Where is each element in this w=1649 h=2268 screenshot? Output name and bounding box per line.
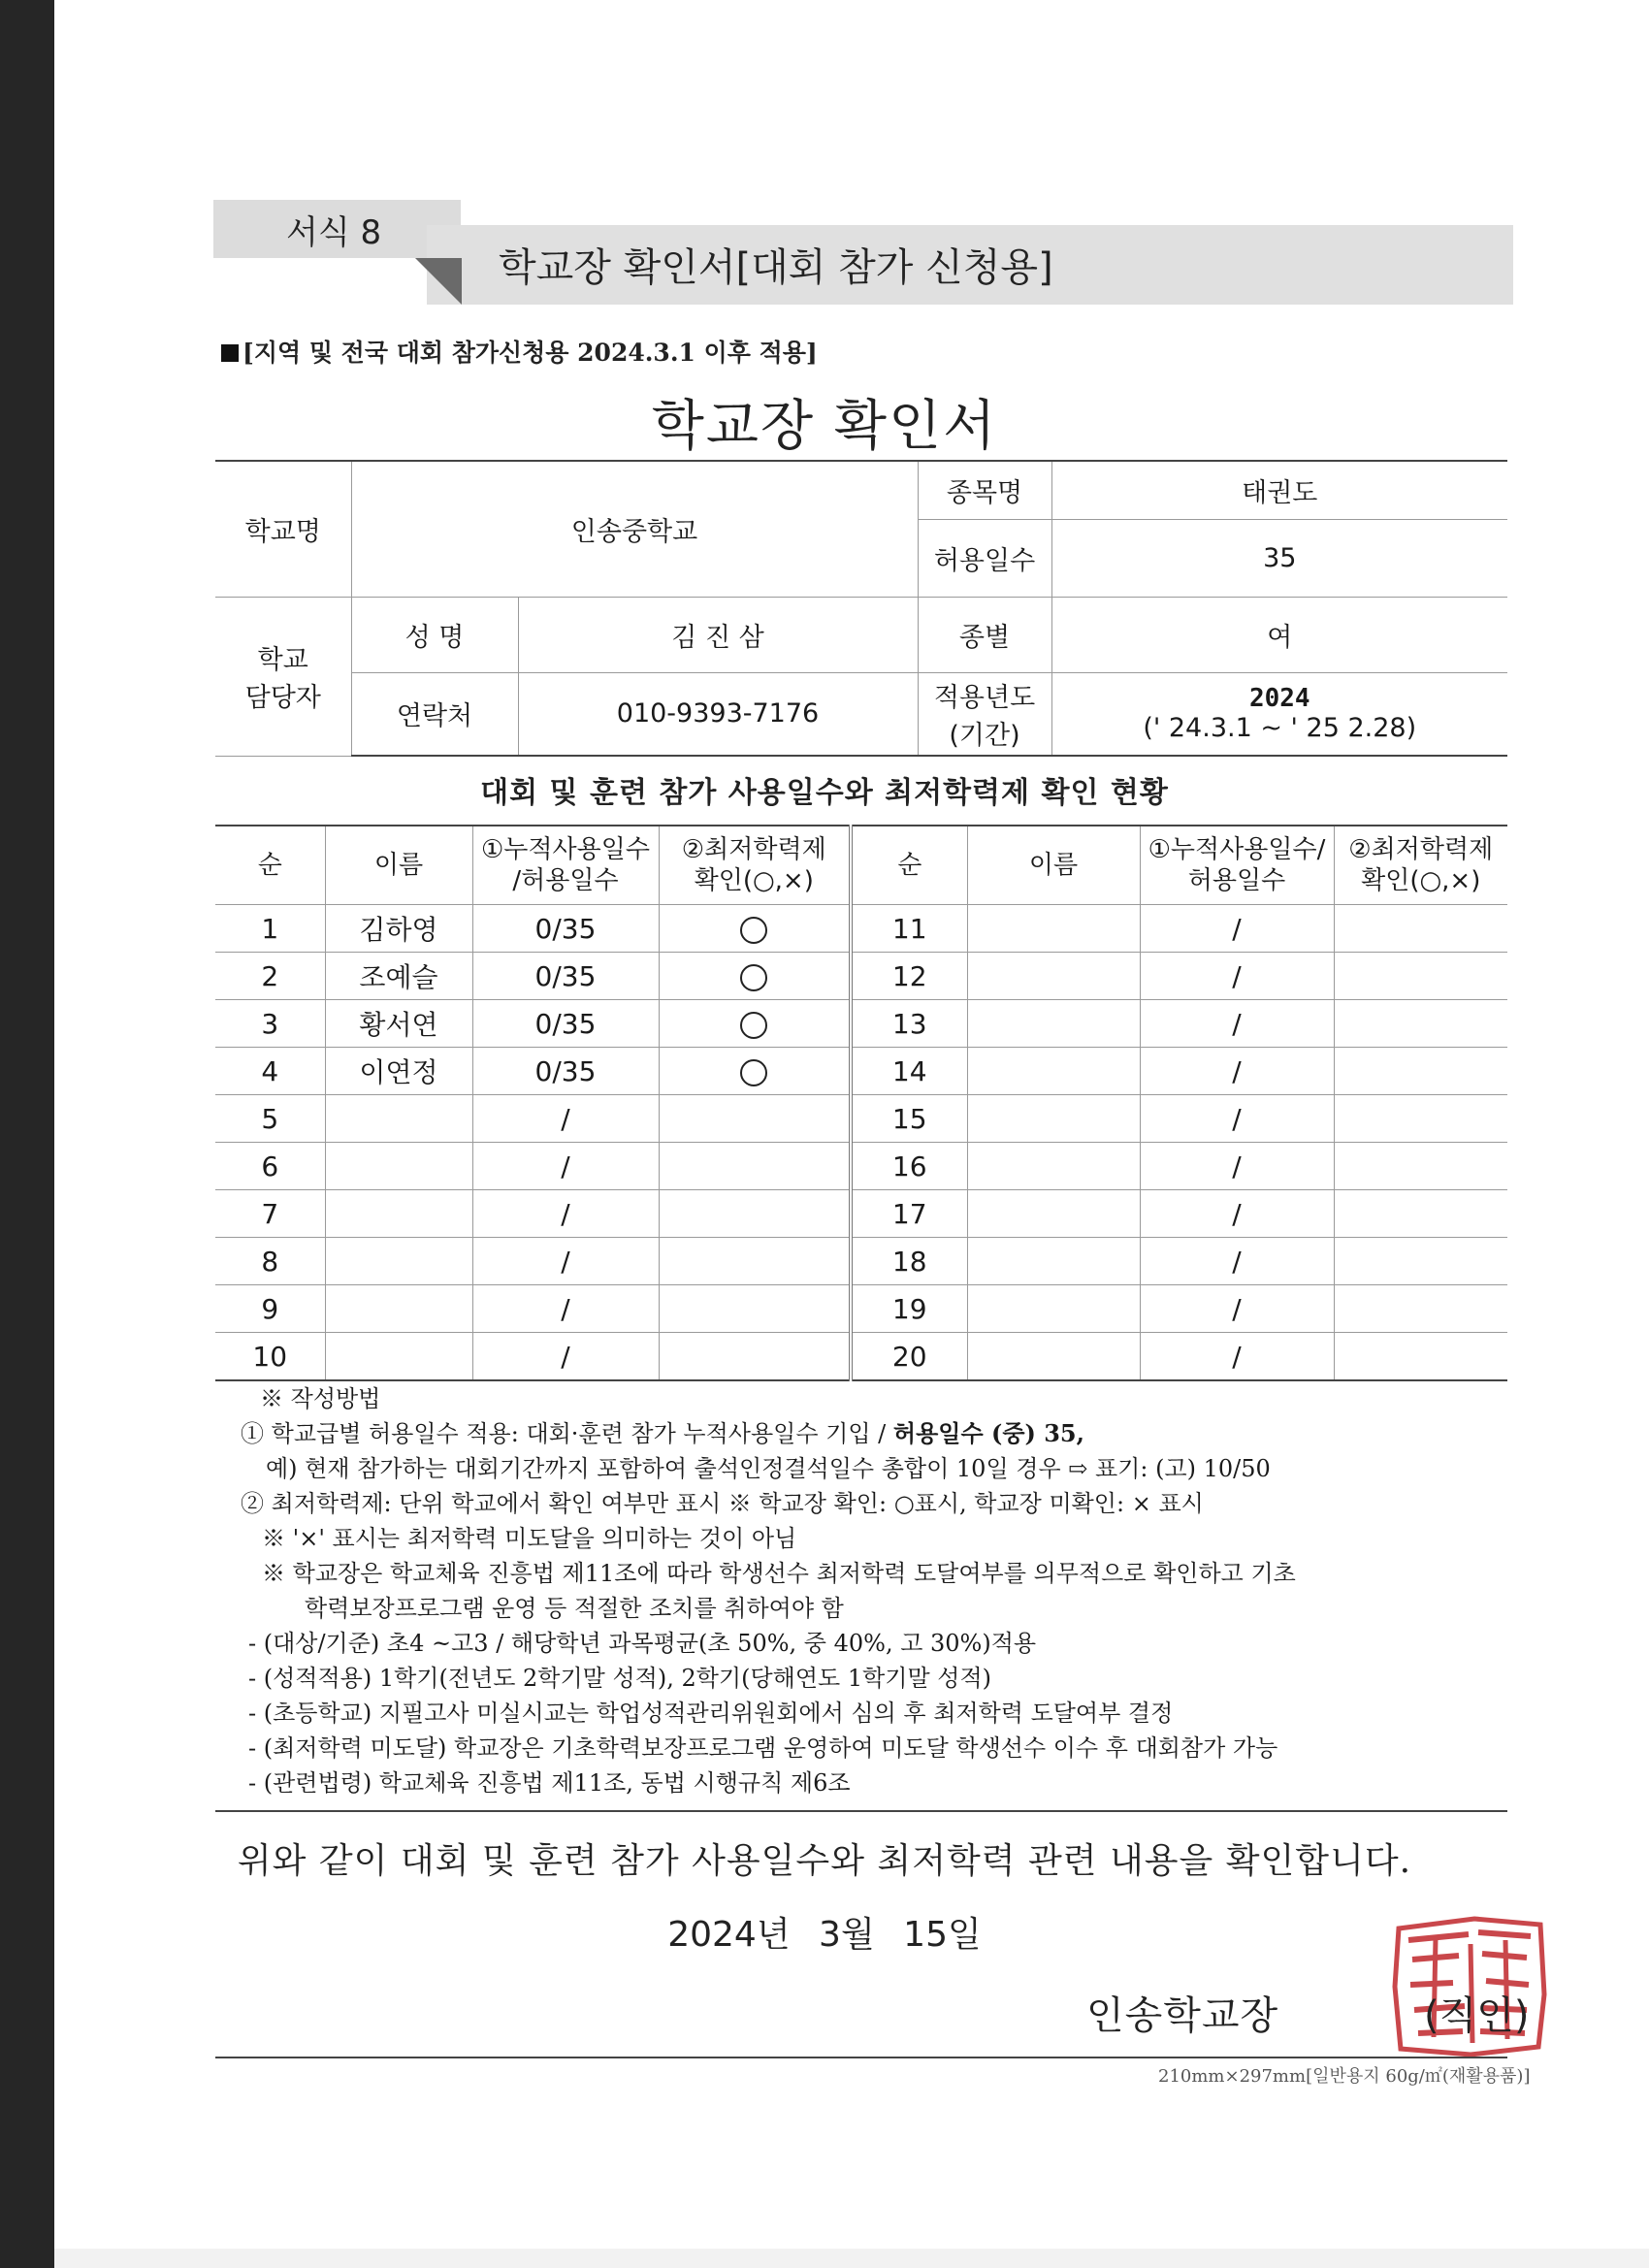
row-days: / bbox=[1140, 905, 1334, 953]
header-check-right-line1: ②최저학력제 bbox=[1348, 834, 1494, 864]
row-check bbox=[1334, 905, 1507, 953]
row-no: 7 bbox=[215, 1190, 325, 1238]
row-days: / bbox=[1140, 1095, 1334, 1143]
row-name bbox=[325, 1333, 472, 1381]
instructions bbox=[241, 1381, 1560, 1800]
allowed-days-value: 35 bbox=[1051, 519, 1507, 597]
year-period: (' 24.3.1 ~ ' 25 2.28) bbox=[1143, 713, 1417, 744]
row-name bbox=[967, 953, 1140, 1000]
row-no: 9 bbox=[215, 1285, 325, 1333]
row-name bbox=[325, 1190, 472, 1238]
row-check bbox=[659, 1333, 851, 1381]
row-check bbox=[659, 1190, 851, 1238]
confirmation-statement: 위와 같이 대회 및 훈련 참가 사용일수와 최저학력 관련 내용을 확인합니다. bbox=[237, 1841, 1412, 1881]
instruction-dash-3: - (초등학교) 지필고사 미실시교는 학업성적관리위원회에서 심의 후 최저학력 도달여부 결정 bbox=[248, 1700, 1174, 1727]
row-days: 0/35 bbox=[472, 1048, 659, 1095]
row-days: 0/35 bbox=[472, 905, 659, 953]
row-name: 김하영 bbox=[325, 905, 472, 953]
form-title: 학교장 확인서[대회 참가 신청용] bbox=[499, 245, 1053, 290]
header-days-left-line2: /허용일수 bbox=[512, 866, 619, 895]
row-name bbox=[325, 1285, 472, 1333]
row-no: 16 bbox=[851, 1143, 967, 1190]
row-check bbox=[659, 1238, 851, 1285]
notice-text: [지역 및 전국 대회 참가신청용 2024.3.1 이후 적용] bbox=[242, 339, 818, 367]
row-days: / bbox=[1140, 953, 1334, 1000]
row-days: / bbox=[1140, 1238, 1334, 1285]
row-no: 15 bbox=[851, 1095, 967, 1143]
seal-label: (직인) bbox=[1424, 1993, 1530, 2038]
table-row bbox=[215, 905, 1507, 953]
instruction-item-1-bold: 허용일수 (중) 35, bbox=[892, 1419, 1084, 1447]
instruction-item-2-sub2b: 학력보장프로그램 운영 등 적절한 조치를 취하여야 함 bbox=[305, 1595, 844, 1622]
staff-label-line2: 담당자 bbox=[244, 683, 321, 713]
instruction-dash-1: - (대상/기준) 초4 ~고3 / 해당학년 과목평균(초 50%, 중 40%, 고 30%)적용 bbox=[248, 1630, 1037, 1657]
row-name bbox=[967, 905, 1140, 953]
row-no: 17 bbox=[851, 1190, 967, 1238]
contact-label: 연락처 bbox=[351, 672, 518, 756]
circle-mark-icon bbox=[740, 917, 767, 944]
row-check bbox=[659, 1285, 851, 1333]
row-name bbox=[967, 1190, 1140, 1238]
header-check-right-line2: 확인(○,×) bbox=[1361, 866, 1481, 895]
header-no-right: 순 bbox=[851, 826, 967, 905]
row-no: 6 bbox=[215, 1143, 325, 1190]
row-name: 황서연 bbox=[325, 1000, 472, 1048]
row-name bbox=[967, 1095, 1140, 1143]
row-days: / bbox=[472, 1285, 659, 1333]
school-name-label: 학교명 bbox=[215, 461, 351, 597]
row-name bbox=[967, 1000, 1140, 1048]
circle-mark-icon bbox=[740, 1059, 767, 1086]
row-no: 5 bbox=[215, 1095, 325, 1143]
table-row bbox=[215, 953, 1507, 1000]
row-check bbox=[659, 905, 851, 953]
instruction-dash-4: - (최저학력 미도달) 학교장은 기초학력보장프로그램 운영하여 미도달 학생선수 이수 후 대회참가 가능 bbox=[248, 1734, 1278, 1762]
instruction-dash-2: - (성적적용) 1학기(전년도 2학기말 성적), 2학기(당해연도 1학기말 성적) bbox=[248, 1665, 991, 1692]
title-bar-triangle bbox=[415, 258, 462, 305]
gender-label: 종별 bbox=[918, 597, 1051, 672]
header-days-right-line1: ①누적사용일수/ bbox=[1148, 834, 1326, 864]
row-name bbox=[325, 1095, 472, 1143]
row-no: 13 bbox=[851, 1000, 967, 1048]
scan-bottom-edge bbox=[54, 2249, 1649, 2268]
row-check bbox=[659, 1000, 851, 1048]
instructions-heading: ※ 작성방법 bbox=[260, 1385, 381, 1412]
row-days: / bbox=[472, 1333, 659, 1381]
row-name bbox=[967, 1285, 1140, 1333]
row-check bbox=[659, 953, 851, 1000]
row-name: 조예슬 bbox=[325, 953, 472, 1000]
instruction-dash-5: - (관련법령) 학교체육 진흥법 제11조, 동법 시행규칙 제6조 bbox=[248, 1769, 851, 1797]
table-row bbox=[215, 1095, 1507, 1143]
contact-value: 010-9393-7176 bbox=[518, 672, 918, 756]
row-name bbox=[325, 1238, 472, 1285]
circle-mark-icon bbox=[740, 964, 767, 991]
row-no: 14 bbox=[851, 1048, 967, 1095]
row-check bbox=[1334, 1238, 1507, 1285]
allowed-days-label: 허용일수 bbox=[918, 519, 1051, 597]
table-row bbox=[215, 1285, 1507, 1333]
row-no: 2 bbox=[215, 953, 325, 1000]
table-row bbox=[215, 1048, 1507, 1095]
form-number-label: 서식 8 bbox=[286, 213, 382, 252]
staff-label-line1: 학교 bbox=[257, 645, 308, 675]
instruction-item-1-example: 예) 현재 참가하는 대회기간까지 포함하여 출석인정결석일수 총합이 10일 경우 ⇨ 표기: (고) 10/50 bbox=[266, 1455, 1271, 1482]
status-table bbox=[215, 825, 1507, 1381]
header-check-left-line1: ②최저학력제 bbox=[681, 834, 826, 864]
instruction-item-1 bbox=[241, 1416, 1560, 1451]
table-row bbox=[215, 1238, 1507, 1285]
table-row bbox=[215, 1333, 1507, 1381]
year-label-line2: (기간) bbox=[949, 720, 1020, 751]
paper-spec: 210mm×297mm[일반용지 60g/㎡(재활용품)] bbox=[1158, 2066, 1531, 2087]
row-days: / bbox=[472, 1190, 659, 1238]
header-days-right-line2: 허용일수 bbox=[1187, 866, 1286, 895]
row-days: / bbox=[472, 1238, 659, 1285]
divider bbox=[215, 1810, 1507, 1812]
row-days: / bbox=[1140, 1333, 1334, 1381]
row-name bbox=[967, 1048, 1140, 1095]
principal-signature: 인송학교장 bbox=[1086, 1993, 1279, 2038]
application-notice bbox=[221, 334, 818, 369]
row-days: / bbox=[1140, 1000, 1334, 1048]
row-no: 1 bbox=[215, 905, 325, 953]
row-check bbox=[659, 1095, 851, 1143]
row-check bbox=[1334, 1333, 1507, 1381]
row-check bbox=[1334, 1048, 1507, 1095]
header-check-left-line2: 확인(○,×) bbox=[694, 866, 814, 895]
row-days: / bbox=[472, 1095, 659, 1143]
row-name bbox=[967, 1238, 1140, 1285]
row-no: 12 bbox=[851, 953, 967, 1000]
header-check-right bbox=[1334, 826, 1507, 905]
row-no: 11 bbox=[851, 905, 967, 953]
instruction-item-2-sub1: ※ '×' 표시는 최저학력 미도달을 의미하는 것이 아님 bbox=[262, 1525, 797, 1552]
row-days: / bbox=[1140, 1190, 1334, 1238]
row-check bbox=[1334, 1095, 1507, 1143]
instruction-item-2-sub2: ※ 학교장은 학교체육 진흥법 제11조에 따라 학생선수 최저학력 도달여부를 의무적으로 확인하고 기초 bbox=[262, 1560, 1296, 1587]
header-days-right bbox=[1140, 826, 1334, 905]
year-label bbox=[918, 672, 1051, 756]
row-no: 8 bbox=[215, 1238, 325, 1285]
table-row bbox=[215, 1143, 1507, 1190]
row-check bbox=[1334, 953, 1507, 1000]
header-name-left: 이름 bbox=[325, 826, 472, 905]
header-no-left: 순 bbox=[215, 826, 325, 905]
school-info-table bbox=[215, 460, 1507, 757]
year-label-line1: 적용년도 bbox=[933, 682, 1036, 713]
table-row bbox=[215, 1190, 1507, 1238]
school-name-value: 인송중학교 bbox=[351, 461, 918, 597]
row-no: 10 bbox=[215, 1333, 325, 1381]
row-check bbox=[659, 1143, 851, 1190]
row-days: 0/35 bbox=[472, 953, 659, 1000]
row-no: 4 bbox=[215, 1048, 325, 1095]
circle-mark-icon bbox=[740, 1012, 767, 1039]
row-name: 이연정 bbox=[325, 1048, 472, 1095]
row-check bbox=[1334, 1190, 1507, 1238]
row-check bbox=[1334, 1143, 1507, 1190]
document-title: 학교장 확인서 bbox=[651, 395, 998, 458]
instruction-item-2: ② 최저학력제: 단위 학교에서 확인 여부만 표시 ※ 학교장 확인: ○표시, 학교장 미확인: × 표시 bbox=[241, 1490, 1204, 1517]
staff-label bbox=[215, 597, 351, 756]
sport-label: 종목명 bbox=[918, 461, 1051, 519]
square-bullet-icon bbox=[221, 344, 239, 362]
header-check-left bbox=[659, 826, 851, 905]
row-check bbox=[1334, 1285, 1507, 1333]
staff-name-label: 성 명 bbox=[351, 597, 518, 672]
row-days: / bbox=[472, 1143, 659, 1190]
year-value bbox=[1051, 672, 1507, 756]
row-name bbox=[325, 1143, 472, 1190]
row-no: 3 bbox=[215, 1000, 325, 1048]
header-days-left-line1: ①누적사용일수 bbox=[480, 834, 650, 864]
row-check bbox=[1334, 1000, 1507, 1048]
row-check bbox=[659, 1048, 851, 1095]
row-days: / bbox=[1140, 1285, 1334, 1333]
row-no: 19 bbox=[851, 1285, 967, 1333]
sport-value: 태권도 bbox=[1051, 461, 1507, 519]
header-name-right: 이름 bbox=[967, 826, 1140, 905]
confirmation-date: 2024년 3월 15일 bbox=[667, 1915, 982, 1955]
year-number: 2024 bbox=[1248, 684, 1310, 714]
instruction-item-1-text: ① 학교급별 허용일수 적용: 대회·훈련 참가 누적사용일수 기입 / bbox=[241, 1420, 893, 1447]
status-section-title: 대회 및 훈련 참가 사용일수와 최저학력제 확인 현황 bbox=[480, 776, 1169, 810]
row-no: 20 bbox=[851, 1333, 967, 1381]
gender-value: 여 bbox=[1051, 597, 1507, 672]
table-row bbox=[215, 1000, 1507, 1048]
staff-name-value: 김 진 삼 bbox=[518, 597, 918, 672]
row-no: 18 bbox=[851, 1238, 967, 1285]
row-name bbox=[967, 1143, 1140, 1190]
bottom-rule bbox=[215, 2057, 1507, 2058]
row-name bbox=[967, 1333, 1140, 1381]
header-days-left bbox=[472, 826, 659, 905]
row-days: 0/35 bbox=[472, 1000, 659, 1048]
row-days: / bbox=[1140, 1048, 1334, 1095]
row-days: / bbox=[1140, 1143, 1334, 1190]
